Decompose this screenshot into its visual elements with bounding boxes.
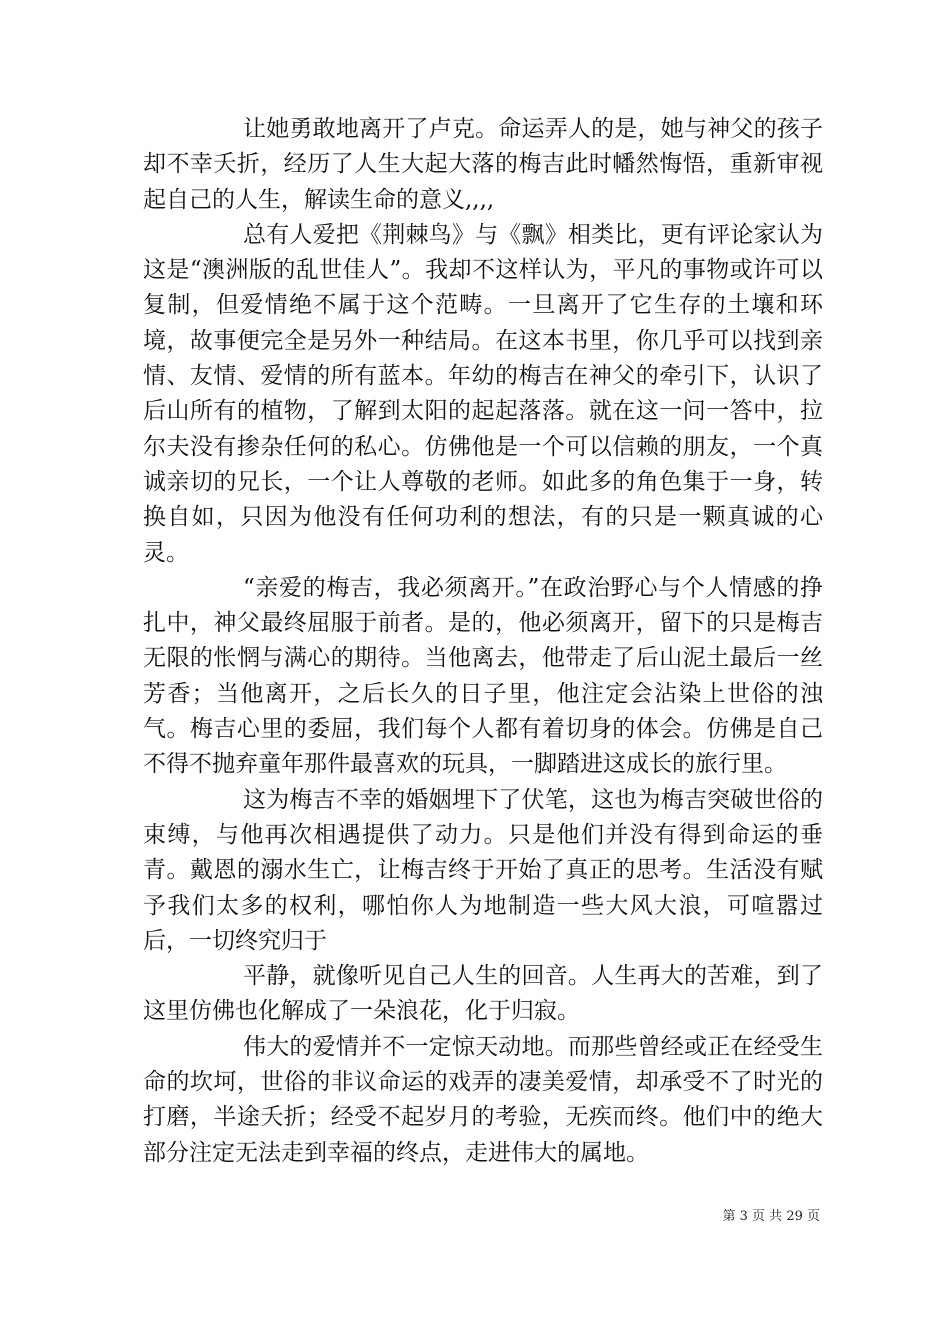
paragraph-3: “亲爱的梅吉，我必须离开。”在政治野心与个人情感的挣扎中，神父最终屈服于前者。是的，他必须离开，留下的只是梅吉无限的怅惘与满心的期待。当他离去，他带走了后山泥土最后一丝芳香；当他离开，之后长久的日子里，他注定会沾染上世俗的浊气。梅吉心里的委屈，我们每个人都有着切身的体会。仿佛是自己不得不抛弃童年那件最喜欢的玩具，一脚踏进这成长的旅行里。	[143, 574, 823, 778]
paragraph-1: 让她勇敢地离开了卢克。命运弄人的是，她与神父的孩子却不幸夭折，经历了人生大起大落的梅吉此时幡然悔悟，重新审视起自己的人生，解读生命的意义,,,,	[143, 116, 823, 213]
page-number-footer: 第 3 页 共 29 页	[722, 1209, 820, 1224]
paragraph-4: 这为梅吉不幸的婚姻埋下了伏笔，这也为梅吉突破世俗的束缚，与他再次相遇提供了动力。只是他们并没有得到命运的垂青。戴恩的溺水生亡，让梅吉终于开始了真正的思考。生活没有赋予我们太多的权利，哪怕你人为地制造一些大风大浪，可喧嚣过后，一切终究归于	[143, 786, 823, 954]
paragraph-6: 伟大的爱情并不一定惊天动地。而那些曾经或正在经受生命的坎坷，世俗的非议命运的戏弄的凄美爱情，却承受不了时光的打磨，半途夭折；经受不起岁月的考验，无疾而终。他们中的绝大部分注定无法走到幸福的终点，走进伟大的属地。	[143, 1033, 823, 1166]
body-text	[143, 112, 823, 1171]
paragraph-2: 总有人爱把《荆棘鸟》与《飘》相类比，更有评论家认为这是“澳洲版的乱世佳人”。我却不这样认为，平凡的事物或许可以复制，但爱情绝不属于这个范畴。一旦离开了它生存的土壤和环境，故事便完全是另外一种结局。在这本书里，你几乎可以找到亲情、友情、爱情的所有蓝本。年幼的梅吉在神父的牵引下，认识了后山所有的植物，了解到太阳的起起落落。就在这一问一答中，拉尔夫没有掺杂任何的私心。仿佛他是一个可以信赖的朋友，一个真诚亲切的兄长，一个让人尊敬的老师。如此多的角色集于一身，转换自如，只因为他没有任何功利的想法，有的只是一颗真诚的心灵。	[143, 221, 823, 566]
paragraph-5: 平静，就像听见自己人生的回音。人生再大的苦难，到了这里仿佛也化解成了一朵浪花，化于归寂。	[143, 963, 823, 1025]
